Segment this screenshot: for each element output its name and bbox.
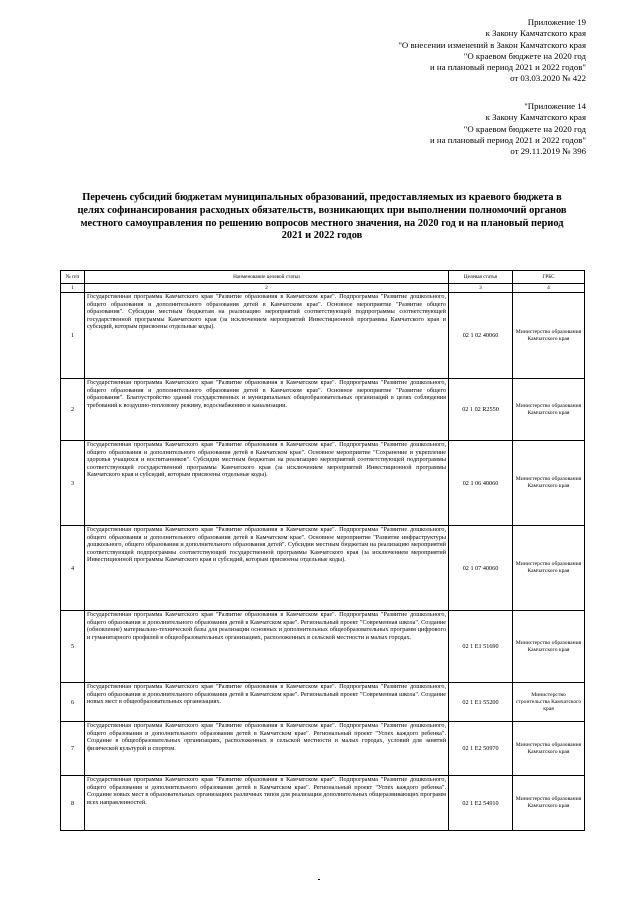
- page-mark: [318, 879, 320, 880]
- column-number-row: [61, 284, 585, 293]
- row-number: 2: [61, 379, 85, 441]
- header-line: к Закону Камчатского края: [485, 112, 586, 123]
- header-line: от 29.11.2019 № 396: [510, 146, 586, 157]
- document-title: Перечень субсидий бюджетам муниципальных образований, предоставляемых из краевого бюджета в целях софинансирования расходных обязательств, возникающих при выполнении полномочий органов местного самоуправления по решению вопросов местного значения, на 2020 год и на плановый период 2021 и 2022 годов: [77, 192, 567, 242]
- row-code: 02 1 02 40060: [449, 293, 513, 379]
- column-number: 4: [513, 284, 585, 293]
- header-line: "О внесении изменений в Закон Камчатского края: [398, 39, 586, 50]
- column-number: 1: [61, 284, 85, 293]
- row-grbs: Министерство образования Камчатского края: [513, 776, 585, 831]
- row-number: 8: [61, 776, 85, 831]
- row-grbs: Министерство строительства Камчатского края: [513, 683, 585, 722]
- table-row: [61, 611, 585, 683]
- column-header: Целевая статья: [449, 271, 513, 284]
- row-code: 02 1 06 40060: [449, 441, 513, 526]
- header-line: "Приложение 14: [524, 101, 586, 111]
- row-description: Государственная программа Камчатского края "Развитие образования в Камчатском крае". Подпрограмма "Развитие дошкольного, общего образования и дополнительного образования детей в Камчатском крае". Региональный проект "Современная школа". Создание (обновление) материально-технической базы для реализации основных и дополнительных общеобразовательных программ цифрового и гуманитарного профилей в общеобразовательных организациях, расположенных в сельской местности и малых городах.: [85, 611, 449, 683]
- row-description: Государственная программа Камчатского края "Развитие образования в Камчатском крае". Подпрограмма "Развитие дошкольного, общего образования и дополнительного образования детей в Камчатском крае". Региональный проект "Успех каждого ребенка". Создание новых мест в образовательных организациях различных типов для реализации дополнительных общеразвивающих программ всех направленностей.: [85, 776, 449, 831]
- row-grbs: Министерство образования Камчатского края: [513, 293, 585, 379]
- row-number: 6: [61, 683, 85, 722]
- row-code: 02 1 E2 54910: [449, 776, 513, 831]
- header-line: и на плановый период 2021 и 2022 годов": [430, 134, 586, 145]
- table-row: [61, 526, 585, 611]
- row-description: Государственная программа Камчатского края "Развитие образования в Камчатском крае". Подпрограмма "Развитие дошкольного, общего образования и дополнительного образования детей в Камчатском крае". Основное мероприятие "Развитие общего образования". Субсидии местным бюджетам на реализацию мероприятий соответствующей подпрограммы соответствующей государственной программы Камчатского края (за исключением мероприятий Инвестиционной программы Камчатского края и субсидий, которым присвоены отдельные коды).: [85, 293, 449, 379]
- column-header: Наименование целевой статьи: [85, 271, 449, 284]
- header-line: "О краевом бюджете на 2020 год: [463, 50, 586, 61]
- row-number: 5: [61, 611, 85, 683]
- row-number: 4: [61, 526, 85, 611]
- table-row: [61, 722, 585, 776]
- header-line: от 03.03.2020 № 422: [510, 73, 586, 84]
- table-row: [61, 293, 585, 379]
- row-number: 7: [61, 722, 85, 776]
- original-appendix-header: [430, 101, 586, 157]
- row-number: 1: [61, 293, 85, 379]
- table-row: [61, 683, 585, 722]
- column-number: 3: [449, 284, 513, 293]
- column-number: 2: [85, 284, 449, 293]
- row-description: Государственная программа Камчатского края "Развитие образования в Камчатском крае". Подпрограмма "Развитие дошкольного, общего образования и дополнительного образования детей в Камчатском крае". Основное мероприятие "Развитие инфраструктуры дошкольного, общего образования и дополнительного образования детей". Субсидии местным бюджетам на реализацию мероприятий соответствующей подпрограммы соответствующей государственной программы Камчатского края (за исключением мероприятий Инвестиционной программы Камчатского края и субсидий, которым присвоены отдельные коды).: [85, 526, 449, 611]
- row-grbs: Министерство образования Камчатского края: [513, 722, 585, 776]
- row-grbs: Министерство образования Камчатского края: [513, 611, 585, 683]
- row-grbs: Министерство образования Камчатского края: [513, 441, 585, 526]
- appendix-header: [398, 17, 586, 85]
- row-grbs: Министерство образования Камчатского края: [513, 379, 585, 441]
- header-line: и на плановый период 2021 и 2022 годов": [430, 62, 586, 73]
- subsidies-table: [60, 270, 585, 831]
- column-header: ГРБС: [513, 271, 585, 284]
- column-header: № п/п: [61, 271, 85, 284]
- row-code: 02 1 E1 51690: [449, 611, 513, 683]
- row-description: Государственная программа Камчатского края "Развитие образования в Камчатском крае". Подпрограмма "Развитие дошкольного, общего образования и дополнительного образования детей в Камчатском крае". Региональный проект "Современная школа". Создание новых мест в общеобразовательных организациях.: [85, 683, 449, 722]
- row-grbs: Министерство образования Камчатского края: [513, 526, 585, 611]
- row-code: 02 1 02 R2550: [449, 379, 513, 441]
- row-description: Государственная программа Камчатского края "Развитие образования в Камчатском крае". Подпрограмма "Развитие дошкольного, общего образования и дополнительного образования детей в Камчатском крае". Региональный проект "Успех каждого ребенка". Создание в общеобразовательных организациях, расположенных в сельской местности и малых городах, условий для занятий физической культурой и спортом.: [85, 722, 449, 776]
- table-row: [61, 776, 585, 831]
- header-line: "О краевом бюджете на 2020 год: [463, 123, 586, 134]
- header-line: к Закону Камчатского края: [485, 28, 586, 39]
- table-row: [61, 441, 585, 526]
- row-code: 02 1 E1 55200: [449, 683, 513, 722]
- table-header-row: [61, 271, 585, 284]
- row-description: Государственная программа Камчатского края "Развитие образования в Камчатском крае". Подпрограмма "Развитие дошкольного, общего образования и дополнительного образования детей в Камчатском крае". Основное мероприятие "Сохранение и укрепление здоровья учащихся и воспитанников". Субсидии местным бюджетам на реализацию мероприятий соответствующей подпрограммы соответствующей государственной программы Камчатского края (за исключением мероприятий Инвестиционной программы Камчатского края и субсидий, которым присвоены отдельные коды).: [85, 441, 449, 526]
- table-row: [61, 379, 585, 441]
- row-description: Государственная программа Камчатского края "Развитие образования в Камчатском крае". Подпрограмма "Развитие дошкольного, общего образования и дополнительного образования детей в Камчатском крае". Основное мероприятие "Развитие общего образования". Благоустройство зданий государственных и муниципальных общеобразовательных организаций в целях соблюдения требований к воздушно-тепловому режиму, водоснабжению и канализации.: [85, 379, 449, 441]
- row-code: 02 1 E2 50970: [449, 722, 513, 776]
- header-line: Приложение 19: [527, 17, 586, 27]
- row-number: 3: [61, 441, 85, 526]
- row-code: 02 1 07 40060: [449, 526, 513, 611]
